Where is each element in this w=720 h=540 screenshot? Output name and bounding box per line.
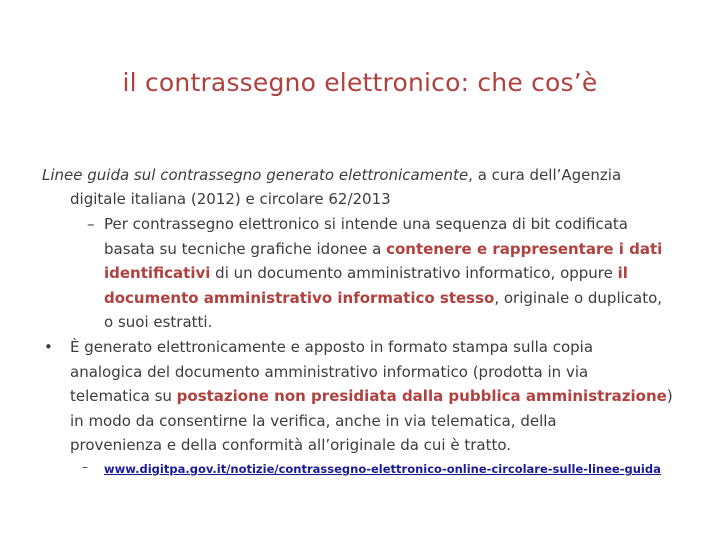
definition-line-4: [104, 286, 662, 311]
bullet-text: telematica su: [70, 387, 177, 405]
bullet-line-4: in modo da consentirne la verifica, anche in via telematica, della: [70, 412, 557, 430]
highlight-text: identificativi: [104, 264, 211, 282]
bullet-line-2: analogica del documento amministrativo informatico (prodotta in via: [70, 363, 589, 381]
definition-text: basata su tecniche grafiche idonee a: [104, 240, 387, 258]
dash-marker: –: [87, 215, 95, 233]
definition-line-2: [104, 237, 662, 262]
definition-line-3: [104, 261, 628, 286]
definition-line-1: Per contrassegno elettronico si intende una sequenza di bit codificata: [104, 215, 628, 233]
intro-text: , a cura dell’Agenzia: [468, 166, 622, 184]
guideline-title: Linee guida sul contrassegno generato elettronicamente: [42, 166, 469, 184]
highlight-text: postazione non presidiata dalla pubblica amministrazione: [176, 387, 667, 405]
bullet-line-3: [70, 384, 673, 409]
source-link[interactable]: www.digitpa.gov.it/notizie/contrassegno-elettronico-online-circolare-sulle-linee-guida: [104, 462, 661, 476]
bullet-line-5: provenienza e della conformità all’originale da cui è tratto.: [70, 436, 512, 454]
definition-text: , originale o duplicato,: [494, 289, 663, 307]
highlight-text: il: [617, 264, 628, 282]
intro-line-1: [42, 163, 621, 188]
link-dash-marker: –: [82, 460, 88, 474]
bullet-line-1: È generato elettronicamente e apposto in formato stampa sulla copia: [70, 338, 594, 356]
definition-text: di un documento amministrativo informatico, oppure: [210, 264, 618, 282]
slide-title: il contrassegno elettronico: che cos’è: [122, 68, 598, 97]
definition-line-5: o suoi estratti.: [104, 313, 213, 331]
bullet-marker: •: [44, 338, 53, 356]
highlight-text: contenere e rappresentare i dati: [386, 240, 663, 258]
intro-line-2: digitale italiana (2012) e circolare 62/2013: [70, 190, 391, 208]
bullet-text: ): [666, 387, 673, 405]
highlight-text: documento amministrativo informatico stesso: [104, 289, 495, 307]
